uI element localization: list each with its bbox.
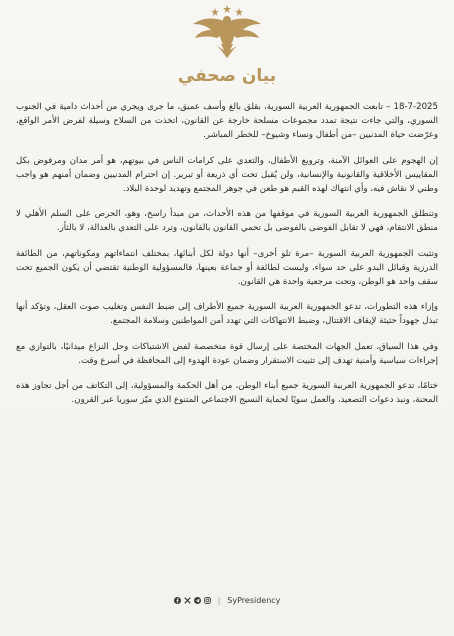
x-icon[interactable] — [184, 597, 191, 604]
account-handle[interactable]: SyPresidency — [227, 596, 281, 605]
social-icons — [174, 597, 211, 604]
paragraph: ختامًا، تدعو الجمهورية العربية السورية جميع أبناء الوطن، من أهل الحكمة والمسؤولية، إلى التكاتف من أجل تجاوز هذه المحنة، ونبذ دعوات التصعيد، والعمل سويًا لحماية النسيج الاجتماعي المتنوع الذي ميّز سوريا عبر القرون. — [16, 381, 438, 406]
paragraph: وتنطلق الجمهورية العربية السورية في موقفها من هذه الأحداث، من مبدأ راسخ، وهو، الحرص على السلم الأهلي لا منطق الانتقام، فهي لا تقابل الفوضى بالفوضى بل تحمي القانون بالقانون، وترد على التعدي بالعدالة، لا بالثأر. — [16, 209, 438, 234]
footer — [0, 596, 454, 605]
statement-body — [16, 100, 438, 418]
paragraph: وفي هذا السياق، تعمل الجهات المختصة على إرسال قوة متخصصة لفض الاشتباكات وحل النزاع ميدانيًا، بالتوازي مع إجراءات سياسية وأمنية تهدف إلى تثبيت الاستقرار وضمان عودة الهدوء إلى المحافظة في أسرع وقت. — [16, 341, 438, 366]
footer-divider: | — [217, 596, 221, 605]
page-title: بيان صحفي — [177, 66, 277, 86]
telegram-icon[interactable] — [194, 597, 201, 604]
paragraph: وتثبت الجمهورية العربية السورية –مرة تلو أخرى– أنها دولة لكل أبنائها، بمختلف انتماءاتهم ومكوناتهم، من الطائفة الدرزية وقبائل البدو على حد سواء، وليست لطائفة أو جماعة بعينها، فالمسؤولية الوطنية تقتضي أن يكون الجميع تحت سقف واحد هو الوطن، وتحت مرجعية واحدة هي القانون. — [16, 248, 438, 288]
instagram-icon[interactable] — [204, 597, 211, 604]
paragraph: وإزاء هذه التطورات، تدعو الجمهورية العربية السورية جميع الأطراف إلى ضبط النفس وتغليب صوت العقل، وتؤكد أنها تبذل جهوداً حثيثة لإيقاف الاقتتال، وضبط الانتهاكات التي تهدد أمن المواطنين وسلامة المجتمع. — [16, 302, 438, 327]
eagle-emblem-icon — [187, 4, 267, 60]
paragraph: إن الهجوم على العوائل الآمنة، وترويع الأطفال، والتعدي على كرامات الناس في بيوتهم، هو أمر مدان ومرفوض بكل المقاييس الأخلاقية والقانونية والإنسانية، ولن يُقبل تحت أي ذريعة أو تبرير. إن احترام المدنيين وضمان أمنهم هو واجب وطني لا نقاش فيه، وأي انتهاك لهذه القيم هو طعن في جوهر المجتمع وتهديد لوحدة البلاد. — [16, 155, 438, 195]
facebook-icon[interactable] — [174, 597, 181, 604]
paragraph: 18-7-2025 – تابعت الجمهورية العربية السورية، بقلق بالغ وأسف عميق، ما جرى ويجري من أحداث دامية في الجنوب السوري، والتي جاءت نتيجة تمدد مجموعات مسلحة خارجة عن القانون، اتخذت من السلاح وسيلة لفرض الأمر الواقع، وعرّضت حياة المدنيين –من أطفال ونساء وشيوخ– للخطر المباشر. — [16, 102, 438, 141]
